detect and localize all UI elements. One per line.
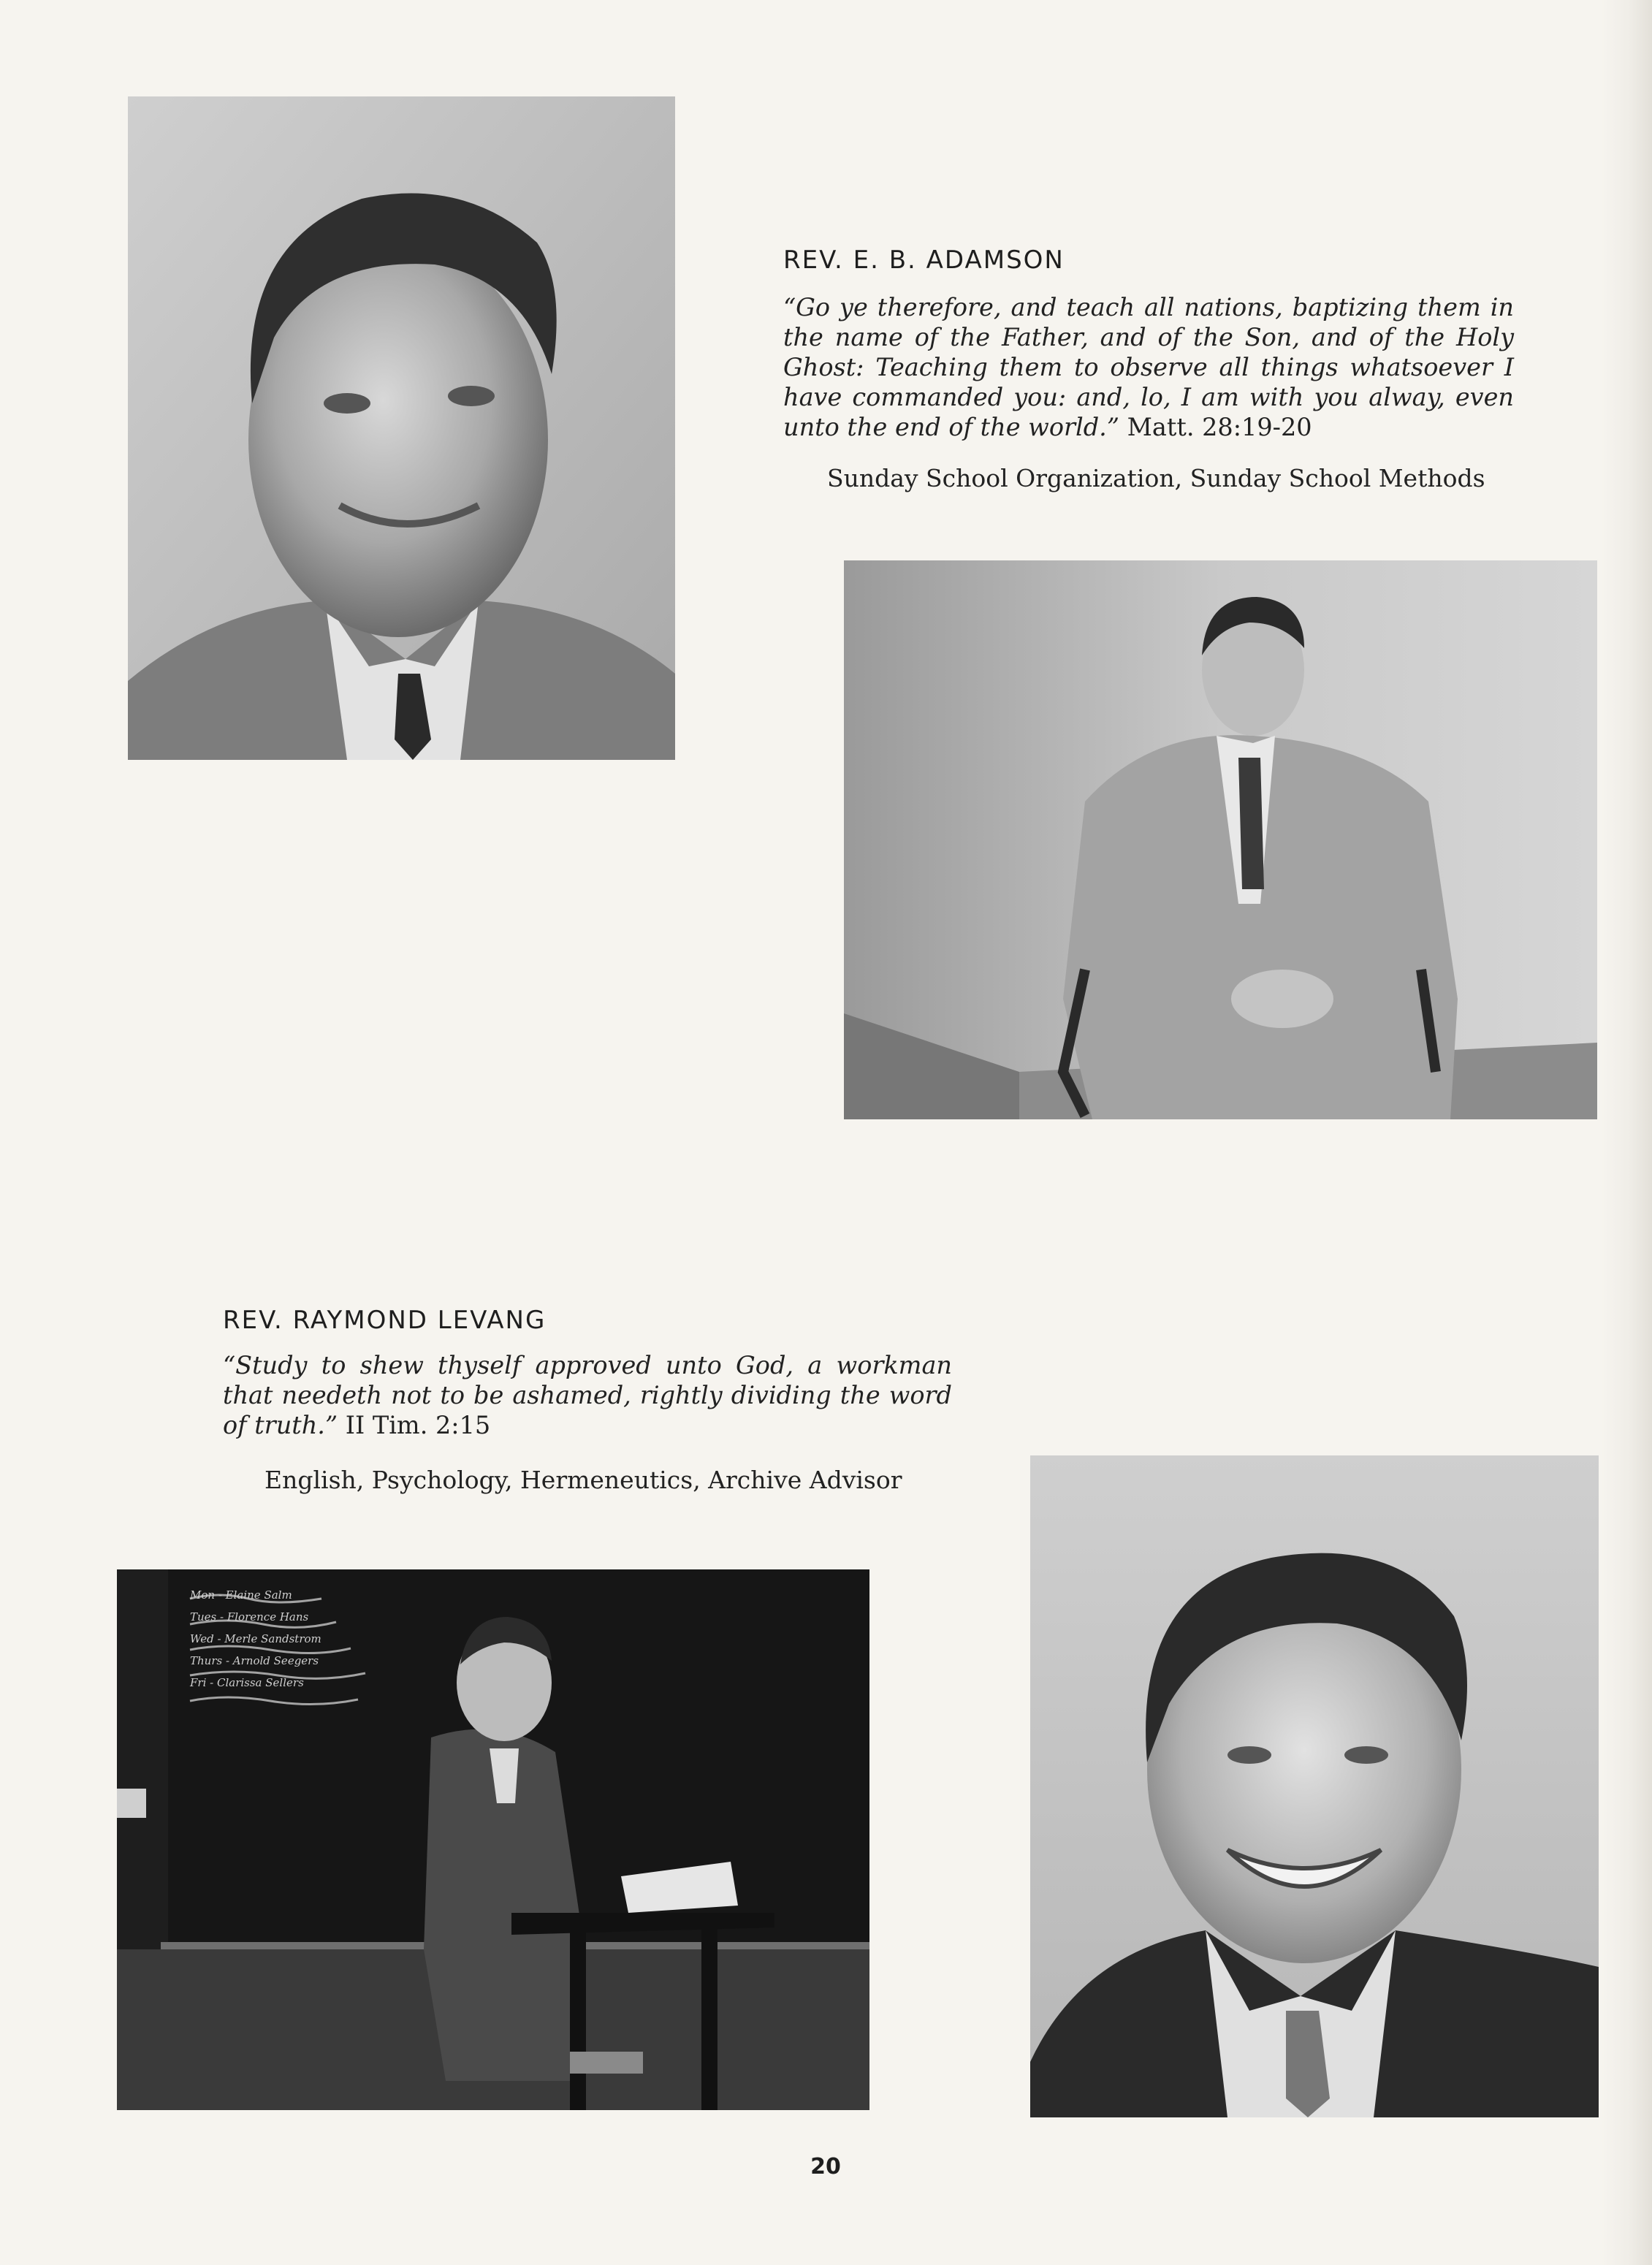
quote-text-adamson: “Go ye therefore, and teach all nations, baptizing them in the name of the Father, and of the Son, and of the Holy Ghost: Teaching them to observe all things whatsoever I have commanded you: and, lo, I am with you alway, even unto the end of the world.” (783, 293, 1514, 441)
quote-text-levang: “Study to shew thyself approved unto God, a workman that needeth not to be ashamed, rightly dividing the word of truth.” (223, 1351, 952, 1439)
quote-reference-adamson: Matt. 28:19-20 (1127, 413, 1312, 441)
faculty-subjects-levang: English, Psychology, Hermeneutics, Archive Advisor (264, 1466, 902, 1494)
blackboard-line: Mon - Elaine Salm (190, 1588, 292, 1602)
blackboard-line: Thurs - Arnold Seegers (190, 1654, 319, 1667)
levang-portrait-photo (1030, 1455, 1599, 2117)
blackboard-line: Tues - Florence Hans (190, 1610, 309, 1623)
faculty-quote-adamson (783, 292, 1514, 442)
blackboard-line: Wed - Merle Sandstrom (190, 1632, 321, 1645)
adamson-seated-photo (844, 560, 1597, 1119)
blackboard-line: Fri - Clarissa Sellers (190, 1676, 304, 1689)
faculty-quote-levang (223, 1350, 952, 1440)
faculty-subjects-adamson: Sunday School Organization, Sunday School Methods (827, 464, 1485, 492)
faculty-name-adamson: REV. E. B. ADAMSON (783, 245, 1065, 275)
blackboard-writing (190, 1584, 424, 1694)
page-edge-shadow (1601, 0, 1652, 2265)
adamson-portrait-photo (128, 96, 675, 760)
quote-reference-levang: II Tim. 2:15 (345, 1411, 491, 1439)
faculty-name-levang: REV. RAYMOND LEVANG (223, 1306, 547, 1335)
page-number: 20 (810, 2154, 841, 2180)
